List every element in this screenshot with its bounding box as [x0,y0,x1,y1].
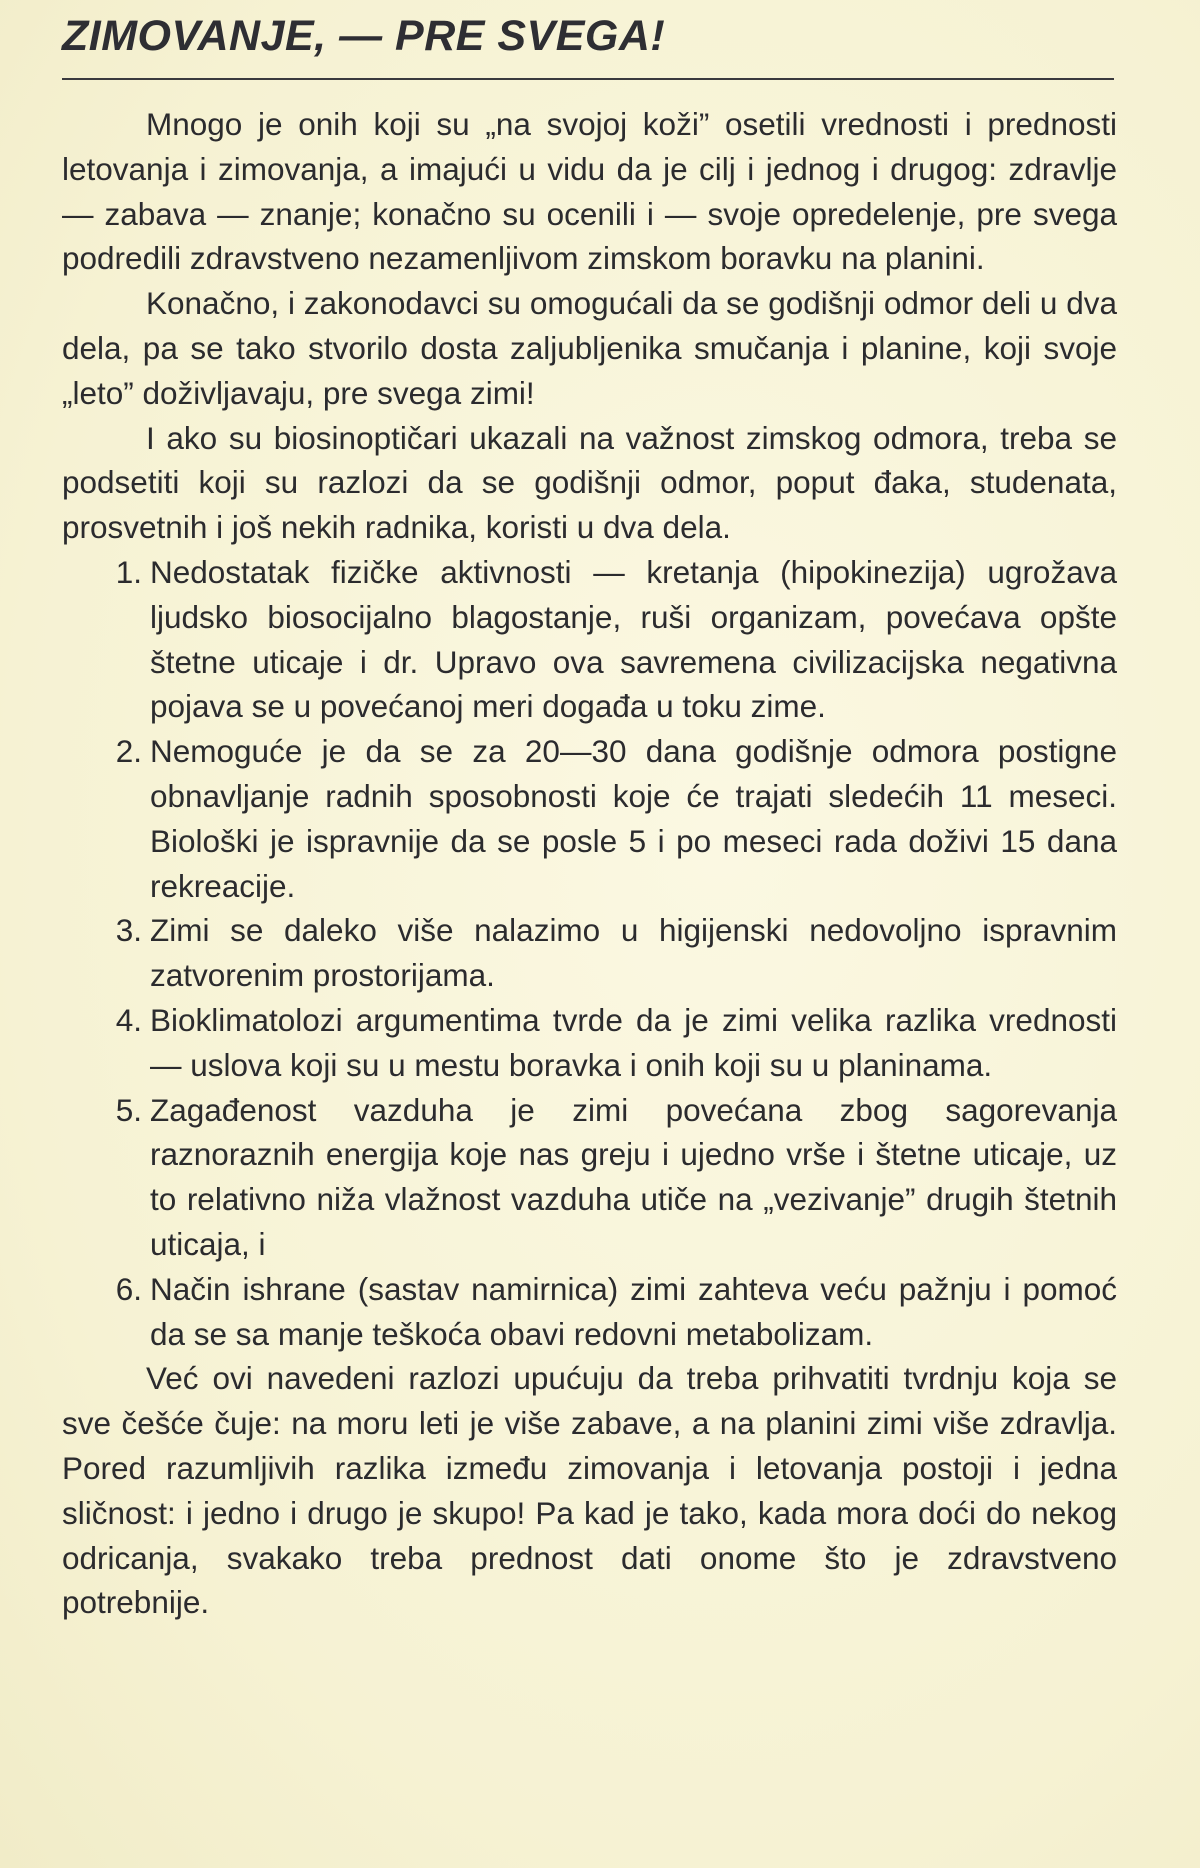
list-item-text: Zagađenost vazduha je zimi povećana zbog sagorevanja raznoraznih energija koje nas greju i ujedno vrše i štetne uticaje, uz to relativno niža vlažnost vazduha utiče na „vezivanje” drugih štetnih uticaja, i [150,1091,1117,1262]
list-item [62,1267,1117,1357]
list-item [62,729,1117,908]
list-item [62,998,1117,1088]
list-item-number: 1. [115,553,142,590]
list-item-text: Bioklimatolozi argumentima tvrde da je zimi velika razlika vrednosti — uslova koji su u mestu boravka i onih koji su u planinama. [150,1001,1117,1083]
article-title: ZIMOVANJE, — PRE SVEGA! [62,12,666,60]
list-item-text: Nedostatak fizičke aktivnosti — kretanja (hipokinezija) ugrožava ljudsko biosocijalno blagostanje, ruši organizam, povećava opšte štetne uticaje i dr. Upravo ova savremena civilizacijska negativna pojava se u povećanoj meri događa u toku zime. [150,553,1117,725]
paragraph-legislation: Konačno, i zakonodavci su omogućali da se godišnji odmor deli u dva dela, pa se tako stvorilo dosta zaljubljenika smučanja i planine, koji svoje „leto” doživljavaju, pre svega zimi! [62,285,1117,411]
list-item-text: Način ishrane (sastav namirnica) zimi zahteva veću pažnju i pomoć da se sa manje teškoća obavi redovni metabolizam. [150,1270,1117,1352]
reasons-list [62,550,1117,1356]
paragraph-reasons-intro: I ako su biosinoptičari ukazali na važnost zimskog odmora, treba se podsetiti koji su razlozi da se godišnji odmor, poput đaka, studenata, prosvetnih i još nekih radnika, koristi u dva dela. [62,419,1117,546]
list-item-text: Zimi se daleko više nalazimo u higijenski nedovoljno ispravnim zatvorenim prostorijama. [150,912,1117,994]
list-item-number: 5. [115,1091,142,1128]
list-item-number: 4. [115,1001,142,1038]
list-item-number: 2. [115,733,142,770]
list-item [62,908,1117,998]
title-underline [62,78,1114,80]
list-item-number: 6. [115,1270,142,1307]
list-item [62,550,1117,729]
list-item-text: Nemoguće je da se za 20—30 dana godišnje odmora postigne obnavljanje radnih sposobnosti koje će trajati sledećih 11 meseci. Biološki je ispravnije da se posle 5 i po meseci rada doživi 15 dana rekreacije. [150,733,1117,904]
paragraph-intro: Mnogo je onih koji su „na svojoj koži” osetili vrednosti i prednosti letovanja i zimovanja, a imajući u vidu da je cilj i jednog i drugog: zdravlje — zabava — znanje; konačno su ocenili i — svoje opredelenje, pre svega podredili zdravstveno nezamenljivom zimskom boravku na planini. [62,106,1117,277]
list-item [62,1088,1117,1267]
list-item-number: 3. [115,912,142,949]
paragraph-conclusion: Već ovi navedeni razlozi upućuju da treba prihvatiti tvrdnju koja se sve češće čuje: na moru leti je više zabave, a na planini zimi više zdravlja. Pored razumljivih razlika između zimovanja i letovanja postoji i jedna sličnost: i jedno i drugo je skupo! Pa kad je tako, kada mora doći do nekog odricanja, svakako treba prednost dati onome što je zdravstveno potrebnije. [62,1360,1117,1621]
